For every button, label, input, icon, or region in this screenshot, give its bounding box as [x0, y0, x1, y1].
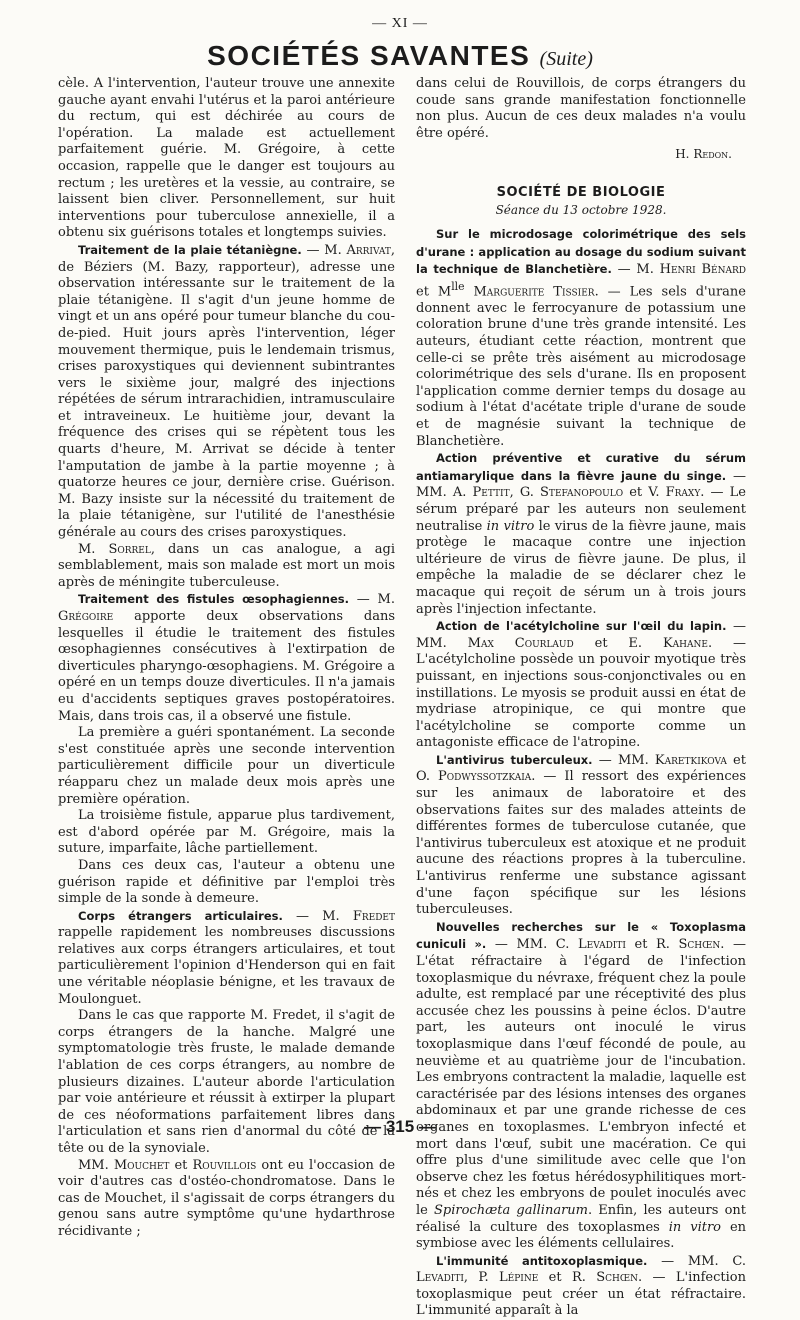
signature: H. Redon. — [675, 147, 732, 162]
paragraph: Nouvelles recherches sur le « Toxoplasma cuniculi ». — MM. C. Levaditi et R. Schœn. — L'état réfractaire à l'égard de l'infection toxoplasmique du névraxe, fréquent chez la poule adulte, est remplacé par une réceptivité des plus accusée chez les poussins à peine éclos. D'autre part, les auteurs ont inoculé le virus toxoplasmique dans l'œuf fécondé de poule, au neuvième et au quatrième jour de l'incubation. Les embryons contractent la maladie, laquelle est caractérisée par des lésions intenses des organes abdominaux et par une grande richesse de ces organes en toxoplasmes. L'embryon infecté et mort dans l'œuf, subit une macération. Ce qui offre plus d'une similitude avec celle que l'on observe chez les fœtus hérédosyphilitiques mort-nés et chez les embryons de poulet inoculés avec le Spirochæta gallinarum. Enfin, les auteurs ont réalisé la culture des toxoplasmes in vitro en symbiose avec les éléments cellulaires. — [416, 919, 747, 1252]
author-name: Schœn — [678, 937, 721, 953]
paragraph: dans celui de Rouvillois, de corps étrangers du coude sans grande manifestation fonctionnelle non plus. Aucun de ces deux malades n'a voulu être opéré. — [416, 76, 746, 141]
rubric-title: Traitement de la plaie tétaniègne. — [78, 242, 302, 257]
author-name: Grégoire — [58, 609, 114, 624]
paragraph: La troisième fistule, apparue plus tardivement, est d'abord opérée par M. Grégoire, mais la suture, imparfaite, lâche partiellement. — [58, 808, 395, 857]
author-name: Mouchet — [113, 1157, 170, 1173]
author-name: Fredet — [352, 908, 395, 924]
author-name: Henri Bénard — [659, 262, 746, 278]
paragraph: Action préventive et curative du sérum antiamarylique dans la fièvre jaune du singe. — MM. A. Pettit, G. Stefanopoulo et V. Fraxy. — Le sérum préparé par les auteurs non seulement neutralise in vitro le virus de la fièvre jaune, mais protège le macaque contre une injection ultérieure de virus de fièvre jaune. De plus, il empêche la maladie de se déclarer chez le macaque qui reçoit de sérum un à trois jours après l'injection infectante. — [416, 451, 746, 617]
rubric-title: L'immunité antitoxoplasmique. — [436, 1253, 648, 1268]
rubric-title: Traitement des fistules œsophagiennes. — [78, 592, 350, 607]
author-name: Stefanopoulo — [540, 485, 624, 501]
rubric-title: Corps étrangers articulaires. — [78, 908, 283, 923]
author-name: Rouvillois — [192, 1157, 257, 1173]
author-name: Kahane — [662, 635, 708, 651]
paragraph: Traitement des fistules œsophagiennes. — M. Grégoire apporte deux observations dans lesquelles il étudie le traitement des fistules œsophagiennes consécutives à l'extirpation de diverticules pharyngo-œsophagiens. M. Grégoire a opéré en un temps douze diverticules. Il n'a jamais eu d'accidents septiques graves postopératoires. Mais, dans trois cas, il a observé une fistule. — [58, 592, 395, 724]
author-name: Pettit — [472, 485, 510, 501]
paragraph: Corps étrangers articulaires. — M. Fredet rappelle rapidement les nombreuses discussions relatives aux corps étrangers articulaires, et tout particulièrement l'opinion d'Henderson qui en fait une véritable néoplasie bénigne, et les travaux de Moulonguet. — [58, 908, 395, 1007]
paragraph: Sur le microdosage colorimétrique des sels d'urane : application au dosage du sodium suivant la technique de Blanchetière. — M. Henri Bénard et $M^{lle}$ Marguerite Tissier. — Les sels d'urane donnent avec le ferrocyanure de potassium une coloration brune d'une très grande intensité. Les auteurs, étudiant cette réaction, montrent que celle-ci se prête très aisément au microdosage colorimétrique des sels d'urane. Ils en proposent l'application comme dernier temps du dosage au sodium à l'état d'acétate triple d'urane de soude et de magnésie suivant la technique de Blanchetière. — [416, 227, 746, 449]
paragraph: Dans ces deux cas, l'auteur a obtenu une guérison rapide et définitive par l'emploi très simple de la sonde à demeure. — [58, 857, 395, 907]
left-column — [58, 76, 395, 1241]
roman-page-number: — XI — — [372, 16, 428, 31]
masthead-title: SOCIÉTÉS SAVANTES — [207, 40, 531, 71]
section-title: SOCIÉTÉ DE BIOLOGIE — [496, 184, 666, 200]
paragraph: cèle. A l'intervention, l'auteur trouve une annexite gauche ayant envahi l'utérus et la paroi antérieure du rectum, qui est déchirée au cours de l'opération. La malade est actuellement parfaitement guérie. M. Grégoire, à cette occasion, rappelle que le danger est toujours au rectum ; les uretères et la vessie, au contraire, se laissent bien cliver. Personnellement, sur huit interventions pour tuberculose annexielle, il a obtenu six guérisons totales et longtemps suivies. — [58, 76, 395, 241]
rubric-title: Action préventive et curative du sérum antiamarylique dans la fièvre jaune du singe. — [416, 451, 746, 483]
paragraph: Dans le cas que rapporte M. Fredet, il s'agit de corps étrangers de la hanche. Malgré une symptomatologie très fruste, le malade demande l'ablation de ces corps étrangers, au nombre de plusieurs dizaines. L'auteur aborde l'articulation par voie antérieure et réussit à extirper la plupart de ces néoformations parfaitement libres dans l'articulation et sans rien d'anormal du côté de la tête ou de la synoviale. — [58, 1008, 395, 1156]
section-date: Séance du 13 octobre 1928. — [495, 202, 667, 217]
masthead-suite: (Suite) — [539, 48, 593, 70]
author-name: Levaditi — [416, 1270, 464, 1286]
author-name: Arrivat — [346, 242, 391, 258]
author-name: Lépine — [499, 1270, 539, 1286]
paragraph: Traitement de la plaie tétaniègne. — M. Arrivat, de Béziers (M. Bazy, rapporteur), adresse une observation intéressante sur le traitement de la plaie tétanigène. Il s'agit d'un jeune homme de vingt et un ans opéré pour tumeur blanche du cou-de-pied. Huit jours après l'intervention, léger mouvement thermique, puis le lendemain trismus, crises paroxystiques qui deviennent subintrantes vers le sixième jour, malgré des injections répétées de sérum intrarachidien, intramusculaire et intraveineux. Le huitième jour, devant la fréquence des crises qui se répètent tous les quarts d'heure, M. Arrivat se décide à tenter l'amputation de jambe à la partie moyenne ; à quatorze heures ce jour, dernière crise. Guérison. M. Bazy insiste sur la nécessité du traitement de la plaie tétanigène, sur l'utilité de l'anesthésie générale au cours des crises paroxystiques. — [58, 242, 396, 541]
author-name: Fraxy — [665, 485, 701, 501]
page-masthead — [0, 40, 800, 72]
author-name: Karetkikova — [654, 752, 727, 768]
paragraph: La première a guéri spontanément. La seconde s'est constituée après une seconde intervention particulièrement difficile pour un diverticule réapparu chez un malade deux mois après une première opération. — [58, 725, 395, 807]
rubric-title: Action de l'acétylcholine sur l'œil du lapin. — [436, 619, 727, 634]
paragraph: L'immunité antitoxoplasmique. — MM. C. Levaditi, P. Lépine et R. Schœn. — L'infection toxoplasmique peut créer un état réfractaire. L'immunité apparaît à la — [416, 1253, 746, 1319]
author-name: Sorrel — [108, 541, 151, 557]
paragraph: L'antivirus tuberculeux. — MM. Karetkikova et O. Podwyssotzkaia. — Il ressort des expériences sur les animaux de laboratoire et des observations faites sur des malades atteints de différentes formes de tuberculose cutanée, que l'antivirus tuberculeux est atoxique et ne produit aucune des réactions propres à la tuberculine. L'antivirus renferme une substance agissant d'une façon spécifique sur les lésions tuberculeuses. — [416, 752, 746, 918]
author-name: Schœn — [596, 1270, 638, 1286]
rubric-title: Sur le microdosage colorimétrique des sels d'urane : application au dosage du sodium suivant la technique de Blanchetière. — [416, 227, 746, 277]
paragraph: M. Sorrel, dans un cas analogue, a agi semblablement, mais son malade est mort un mois après de méningite tuberculeuse. — [58, 541, 395, 590]
author-name: Levaditi — [578, 937, 626, 953]
page-number: — 315 — — [364, 1117, 436, 1136]
rubric-title: Nouvelles recherches sur le « Toxoplasma cuniculi ». — [416, 919, 746, 952]
paragraph: Action de l'acétylcholine sur l'œil du lapin. — MM. Max Courlaud et E. Kahane. — L'acétylcholine possède un pouvoir myotique très puissant, en injections sous-conjonctivales ou en instillations. Le myosis se produit aussi en état de mydriase atropinique, ce qui montre que l'acétylcholine se comporte comme un antagoniste efficace de l'atropine. — [416, 619, 746, 751]
author-name: Max Courlaud — [467, 635, 574, 651]
paragraph: MM. Mouchet et Rouvillois ont eu l'occasion de voir d'autres cas d'ostéo-chondromatose. Dans le cas de Mouchet, il s'agissait de corps étrangers du genou sans autre symptôme qu'une hydarthrose récidivante ; — [58, 1157, 396, 1239]
author-name: Marguerite Tissier — [473, 284, 595, 300]
rubric-title: L'antivirus tuberculeux. — [436, 752, 593, 767]
author-name: Podwyssotzkaia — [438, 769, 532, 785]
